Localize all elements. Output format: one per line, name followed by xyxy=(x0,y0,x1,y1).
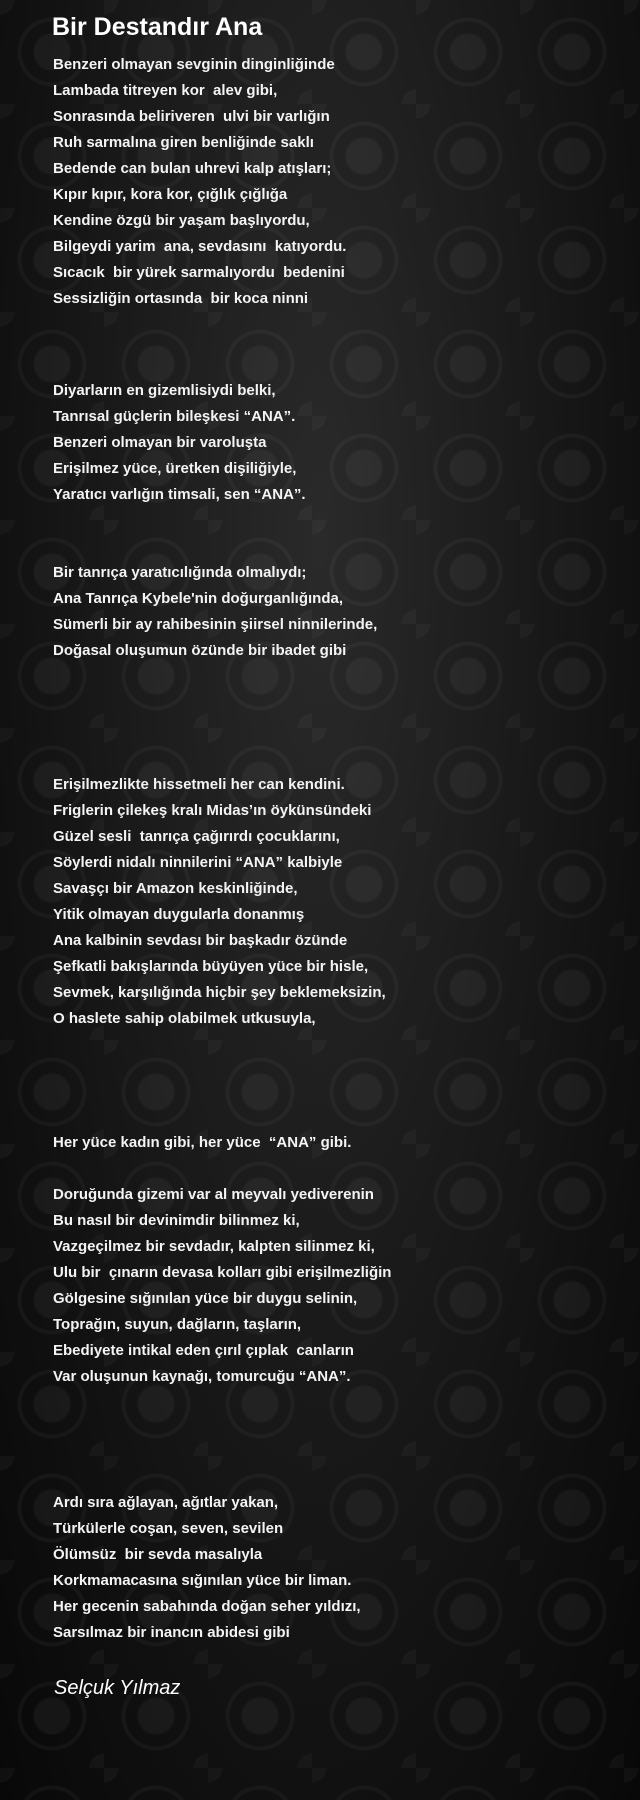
poem-line: Ana kalbinin sevdası bir başkadır özünde xyxy=(53,932,348,949)
author-name: Selçuk Yılmaz xyxy=(54,1677,181,1699)
poem-line: Doğasal oluşumun özünde bir ibadet gibi xyxy=(53,642,347,659)
stanza-1 xyxy=(53,52,346,312)
poem-line: Benzeri olmayan sevginin dinginliğinde xyxy=(53,56,335,73)
poem-line: Bedende can bulan uhrevi kalp atışları; xyxy=(53,160,332,177)
poem-line: Ulu bir çınarın devasa kolları gibi erişilmezliğin xyxy=(53,1264,392,1281)
stanza-4 xyxy=(53,772,386,1032)
poem-line: Benzeri olmayan bir varoluşta xyxy=(53,434,267,451)
poem-line: Gölgesine sığınılan yüce bir duygu selinin, xyxy=(53,1290,358,1307)
poem-line: Sümerli bir ay rahibesinin şiirsel ninnilerinde, xyxy=(53,616,378,633)
poem-line: Sonrasında beliriveren ulvi bir varlığın xyxy=(53,108,330,125)
poem-line: Bilgeydi yarim ana, sevdasını katıyordu. xyxy=(53,238,347,255)
poem-line: Her yüce kadın gibi, her yüce “ANA” gibi. xyxy=(53,1134,352,1151)
poem-line: Erişilmezlikte hissetmeli her can kendini. xyxy=(53,776,345,793)
poem-line: Sıcacık bir yürek sarmalıyordu bedenini xyxy=(53,264,345,281)
poem-line: Var oluşunun kaynağı, tomurcuğu “ANA”. xyxy=(53,1368,351,1385)
poem-line: Doruğunda gizemi var al meyvalı yediverenin xyxy=(53,1186,374,1203)
poem-line: Ebediyete intikal eden çırıl çıplak canların xyxy=(53,1342,354,1359)
poem-line: Ardı sıra ağlayan, ağıtlar yakan, xyxy=(53,1494,279,1511)
poem-line: Lambada titreyen kor alev gibi, xyxy=(53,82,278,99)
poem-line: Korkmamacasına sığınılan yüce bir liman. xyxy=(53,1572,352,1589)
stanza-7 xyxy=(53,1490,361,1646)
poem-line: Erişilmez yüce, üretken dişiliğiyle, xyxy=(53,460,297,477)
poem-line: Şefkatli bakışlarında büyüyen yüce bir hisle, xyxy=(53,958,369,975)
stanza-3 xyxy=(53,560,377,664)
poem-line: Söylerdi nidalı ninnilerini “ANA” kalbiyle xyxy=(53,854,343,871)
stanza-5 xyxy=(53,1130,351,1156)
poem-line: Tanrısal güçlerin bileşkesi “ANA”. xyxy=(53,408,296,425)
poem-line: Sarsılmaz bir inancın abidesi gibi xyxy=(53,1624,290,1641)
poem-line: Bir tanrıça yaratıcılığında olmalıydı; xyxy=(53,564,307,581)
poem-line: Kendine özgü bir yaşam başlıyordu, xyxy=(53,212,310,229)
poem-line: Sevmek, karşılığında hiçbir şey beklemeksizin, xyxy=(53,984,386,1001)
poem-line: Diyarların en gizemlisiydi belki, xyxy=(53,382,276,399)
poem-title: Bir Destandır Ana xyxy=(52,13,263,41)
poem-line: Güzel sesli tanrıça çağırırdı çocuklarını, xyxy=(53,828,340,845)
poem-line: Toprağın, suyun, dağların, taşların, xyxy=(53,1316,302,1333)
stanza-2 xyxy=(53,378,306,508)
poem-line: Vazgeçilmez bir sevdadır, kalpten silinmez ki, xyxy=(53,1238,375,1255)
poem-line: Ana Tanrıça Kybele'nin doğurganlığında, xyxy=(53,590,343,607)
poem-line: Yaratıcı varlığın timsali, sen “ANA”. xyxy=(53,486,306,503)
poem-line: Her gecenin sabahında doğan seher yıldızı, xyxy=(53,1598,361,1615)
poem-line: Savaşçı bir Amazon keskinliğinde, xyxy=(53,880,298,897)
poem-line: Ölümsüz bir sevda masalıyla xyxy=(53,1546,263,1563)
poem-line: Bu nasıl bir devinimdir bilinmez ki, xyxy=(53,1212,300,1229)
poem-line: Friglerin çilekeş kralı Midas’ın öykünsündeki xyxy=(53,802,372,819)
poem-line: Sessizliğin ortasında bir koca ninni xyxy=(53,290,309,307)
poem-line: Yitik olmayan duygularla donanmış xyxy=(53,906,305,923)
poem-line: Kıpır kıpır, kora kor, çığlık çığlığa xyxy=(53,186,288,203)
poem-line: Ruh sarmalına giren benliğinde saklı xyxy=(53,134,314,151)
poem-line: O haslete sahip olabilmek utkusuyla, xyxy=(53,1010,316,1027)
stanza-6 xyxy=(53,1182,391,1390)
poem-line: Türkülerle coşan, seven, sevilen xyxy=(53,1520,284,1537)
